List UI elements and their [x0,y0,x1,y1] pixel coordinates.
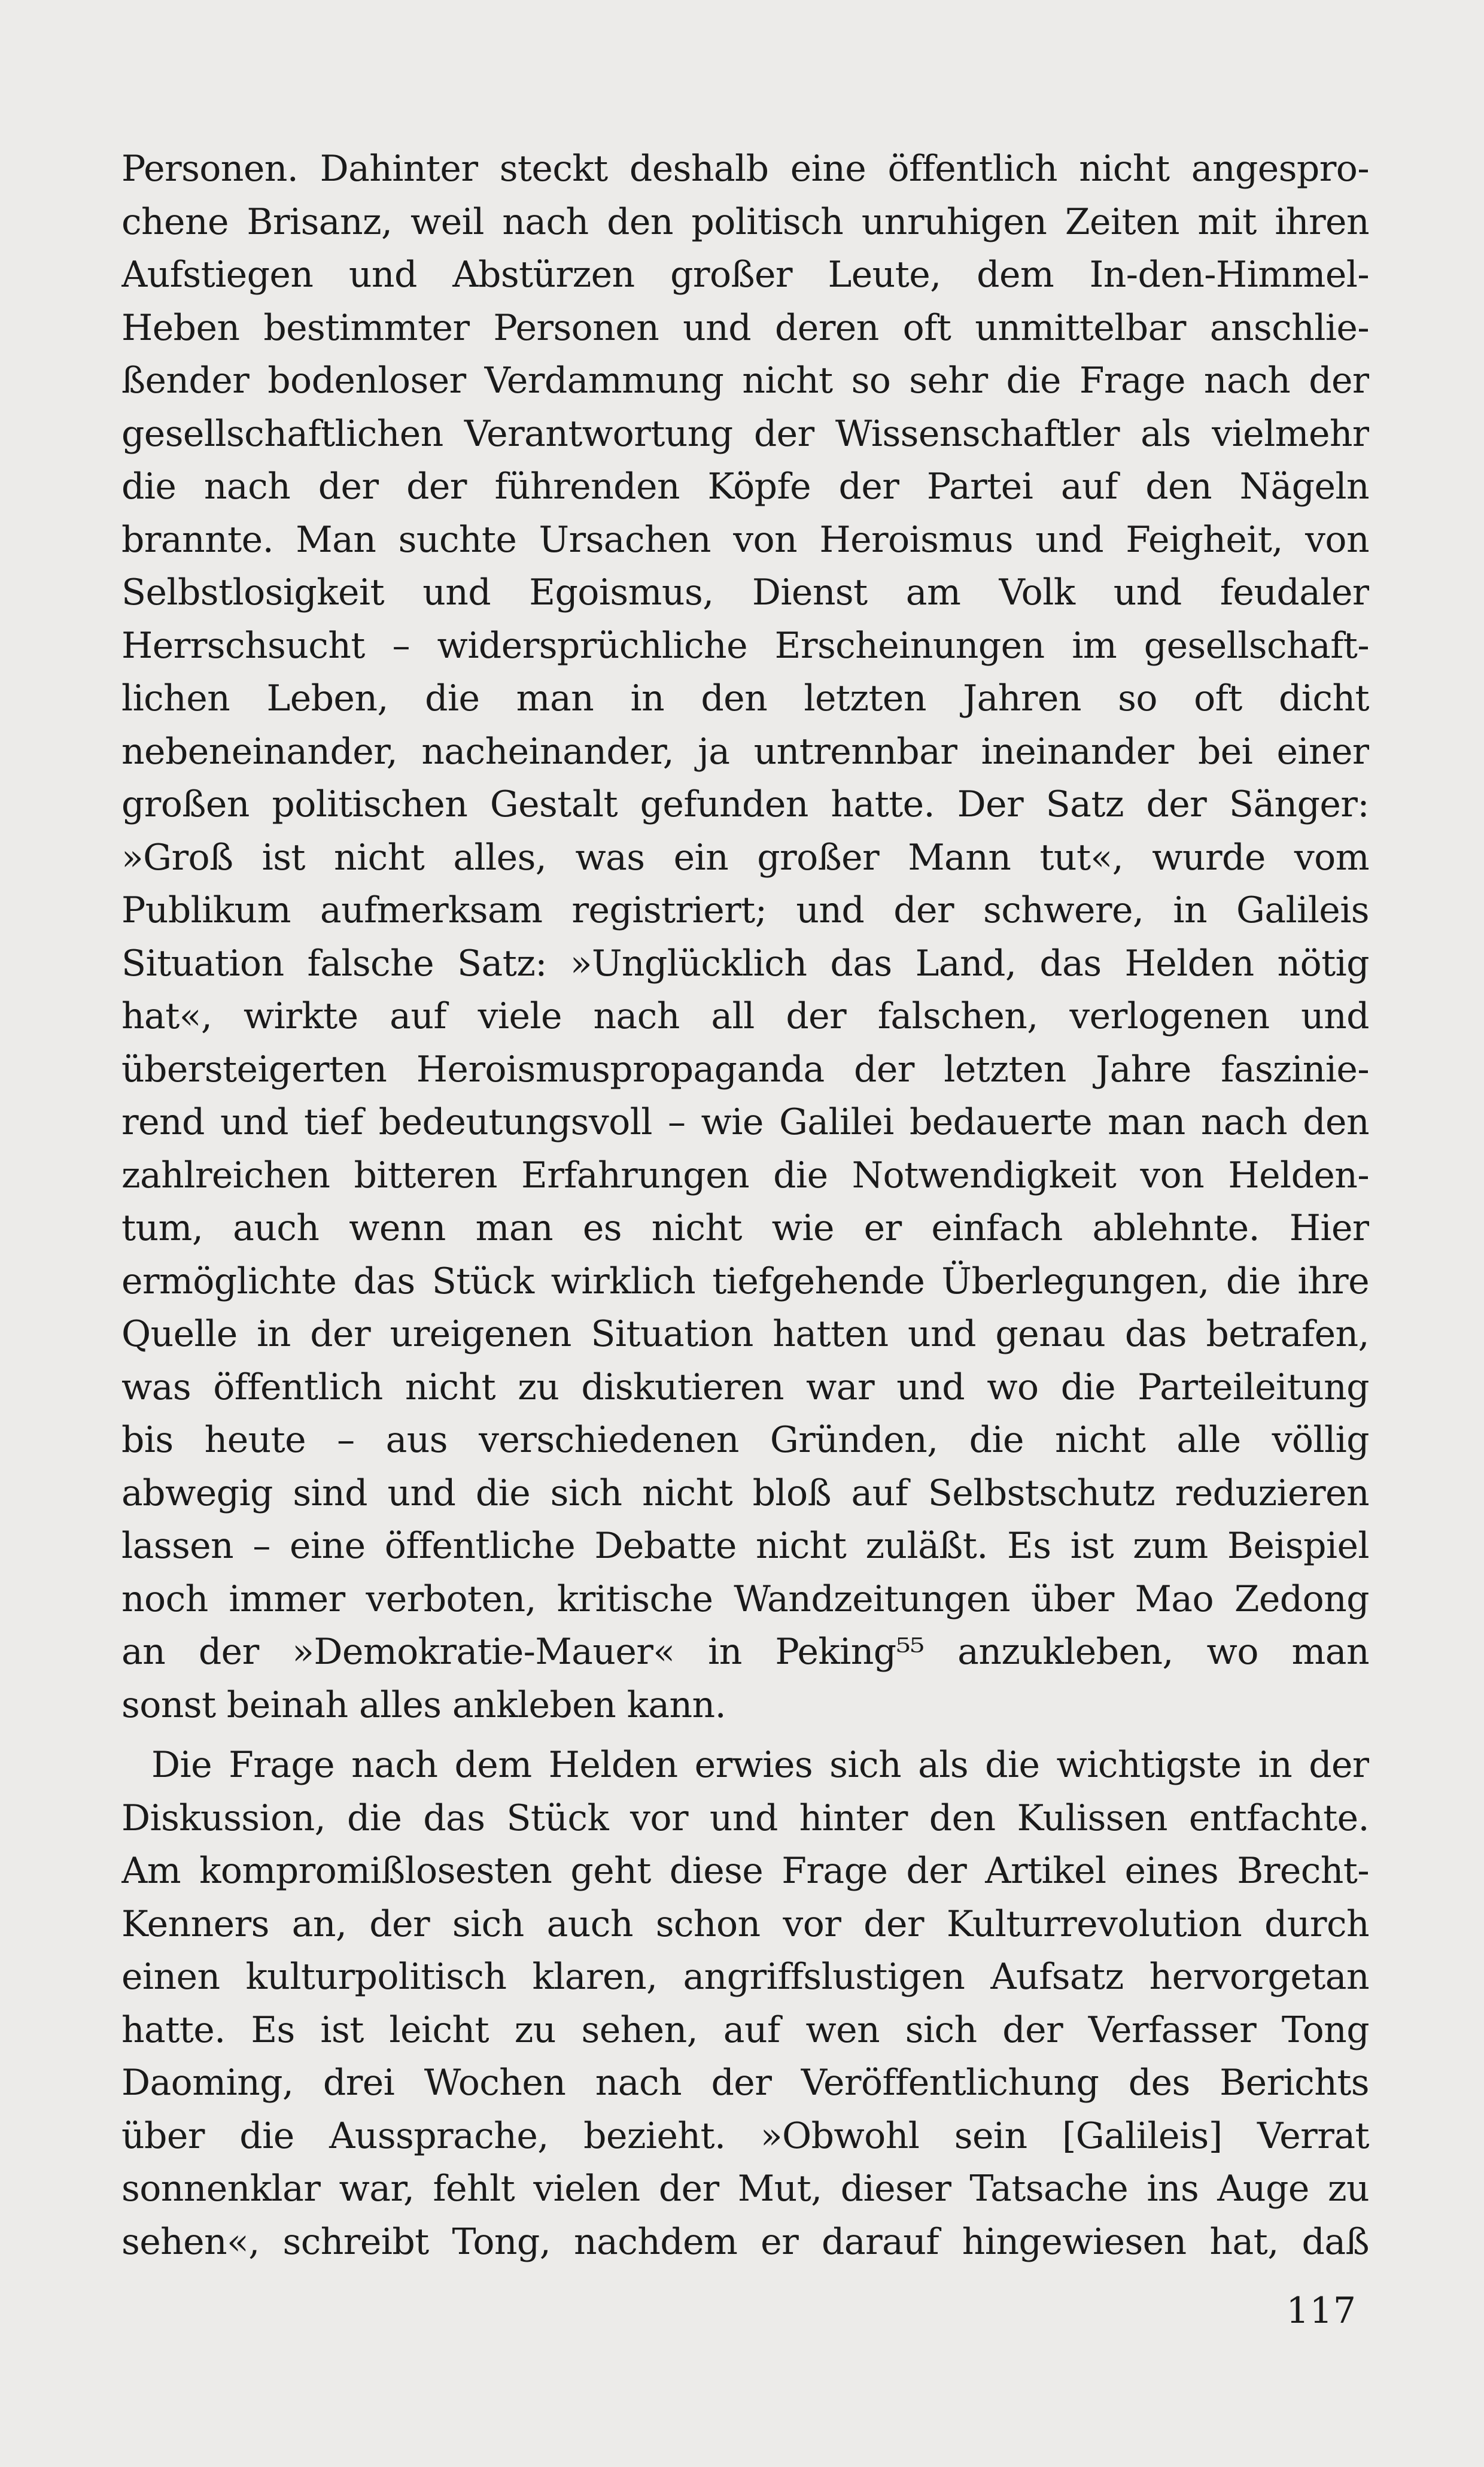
text-line: Quelle in der ureigenen Situation hatten und genau das betrafen, [121,1313,1369,1355]
text-line: Publikum aufmerksam registriert; und der schwere, in Galileis [121,889,1369,931]
text-line: Selbstlosigkeit und Egoismus, Dienst am Volk und feudaler [121,572,1369,613]
text-line: an der »Demokratie-Mauer« in Peking⁵⁵ anzukleben, wo man [121,1631,1369,1673]
text-line: gesellschaftlichen Verantwortung der Wissenschaftler als vielmehr [121,412,1369,455]
text-line: hatte. Es ist leicht zu sehen, auf wen sich der Verfasser Tong [121,2009,1369,2051]
text-line: Personen. Dahinter steckt deshalb eine öffentlich nicht angespro- [121,148,1369,190]
text-line: bis heute – aus verschiedenen Gründen, die nicht alle völlig [121,1419,1369,1461]
paragraph-gap [121,1731,1369,1739]
text-line: Situation falsche Satz: »Unglücklich das Land, das Helden nötig [121,942,1369,985]
text-line: noch immer verboten, kritische Wandzeitungen über Mao Zedong [121,1578,1369,1620]
text-line: ermöglichte das Stück wirklich tiefgehende Überlegungen, die ihre [121,1260,1369,1302]
text-line: sonst beinah alles ankleben kann. [121,1684,726,1726]
text-line: nebeneinander, nacheinander, ja untrennbar ineinander bei einer [121,730,1369,773]
text-line: lichen Leben, die man in den letzten Jahren so oft dicht [121,677,1369,719]
text-line: Aufstiegen und Abstürzen großer Leute, dem In-den-Himmel- [121,254,1369,296]
text-line: hat«, wirkte auf viele nach all der falschen, verlogenen und [121,995,1369,1037]
text-line: Diskussion, die das Stück vor und hinter den Kulissen entfachte. [121,1797,1369,1839]
paragraph-2 [121,1739,1369,2268]
text-line: tum, auch wenn man es nicht wie er einfach ablehnte. Hier [121,1207,1369,1249]
text-line: Kenners an, der sich auch schon vor der Kulturrevolution durch [121,1903,1369,1945]
text-line: ßender bodenloser Verdammung nicht so sehr die Frage nach der [121,360,1369,402]
text-line: lassen – eine öffentliche Debatte nicht zuläßt. Es ist zum Beispiel [121,1525,1369,1567]
text-line: zahlreichen bitteren Erfahrungen die Notwendigkeit von Helden- [121,1154,1369,1196]
text-line: chene Brisanz, weil nach den politisch unruhigen Zeiten mit ihren [121,200,1369,243]
paragraph-1 [121,142,1369,1731]
text-line: rend und tief bedeutungsvoll – wie Galilei bedauerte man nach den [121,1101,1369,1143]
text-line: über die Aussprache, bezieht. »Obwohl sein [Galileis] Verrat [121,2114,1369,2157]
text-line: abwegig sind und die sich nicht bloß auf Selbstschutz reduzieren [121,1472,1369,1514]
body-text [121,142,1369,2268]
text-line: »Groß ist nicht alles, was ein großer Mann tut«, wurde vom [121,836,1369,879]
text-line: die nach der der führenden Köpfe der Partei auf den Nägeln [121,466,1369,508]
text-line: übersteigerten Heroismuspropaganda der letzten Jahre faszinie- [121,1048,1369,1090]
text-line: Herrschsucht – widersprüchliche Erscheinungen im gesellschaft- [121,624,1369,667]
text-line: Am kompromißlosesten geht diese Frage der Artikel eines Brecht- [121,1850,1369,1892]
text-line: brannte. Man suchte Ursachen von Heroismus und Feigheit, von [121,518,1369,561]
text-line: sehen«, schreibt Tong, nachdem er darauf hingewiesen hat, daß [121,2220,1369,2263]
text-line: sonnenklar war, fehlt vielen der Mut, dieser Tatsache ins Auge zu [121,2168,1369,2210]
page-number: 117 [1286,2290,1357,2332]
text-line: Die Frage nach dem Helden erwies sich als die wichtigste in der [151,1744,1369,1786]
text-line: großen politischen Gestalt gefunden hatte. Der Satz der Sänger: [121,783,1369,825]
text-line: einen kulturpolitisch klaren, angriffslustigen Aufsatz hervorgetan [121,1956,1369,1998]
text-line: Heben bestimmter Personen und deren oft unmittelbar anschlie- [121,306,1369,349]
text-line: Daoming, drei Wochen nach der Veröffentlichung des Berichts [121,2062,1369,2104]
text-line: was öffentlich nicht zu diskutieren war und wo die Parteileitung [121,1366,1369,1408]
